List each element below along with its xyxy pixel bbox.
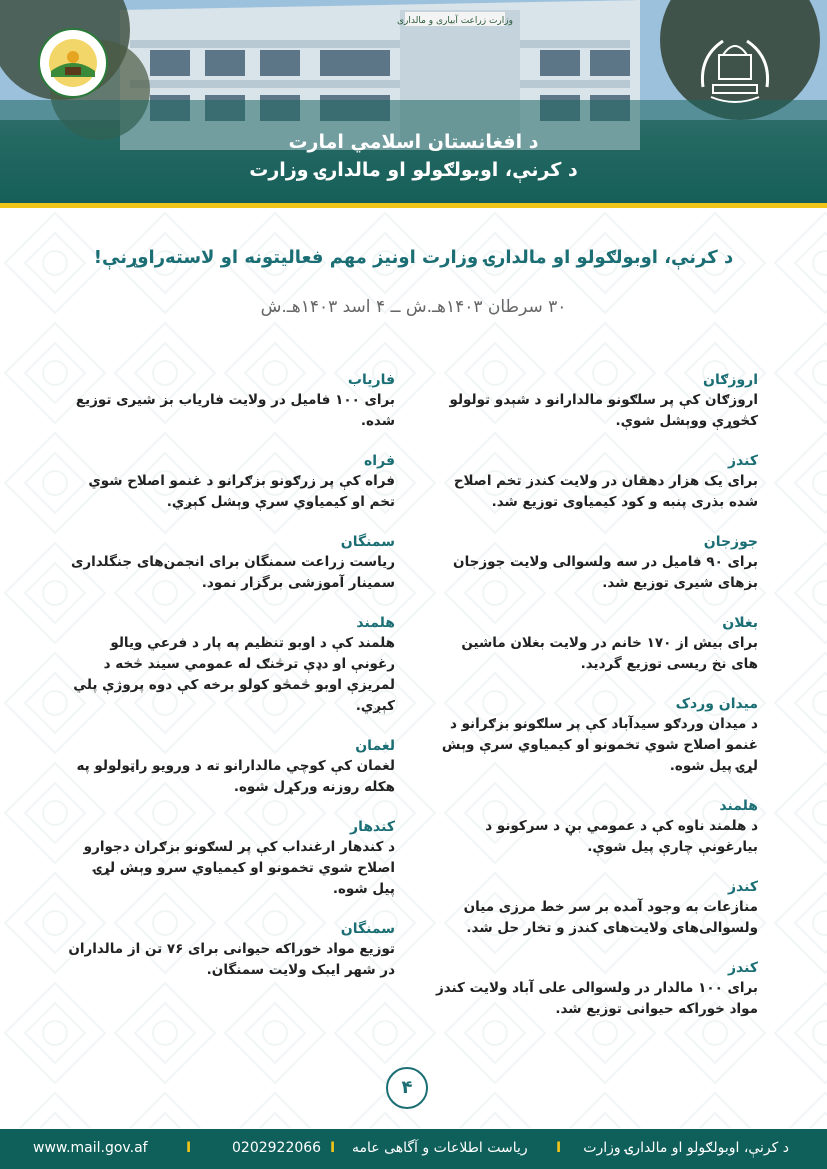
activity-text: د هلمند ناوه کې د عمومي بڼ د سرکونو د بیارغونې چارې پیل شوې. [485,818,758,855]
activity-text: هلمند کې د اوبو تنظیم په پار د فرعي ویالو رغونې او دډې ترڅنګ له عمومي سیند څخه د لمریزې اوبو څمڅو کولو برخه کې دوه پروژې پلي کېږي. [73,635,395,714]
page-number: ۴ [386,1067,428,1109]
footer-ministry: د کرنې، اوبولګولو او مالدارۍ وزارت [583,1140,789,1156]
activity-text: منازعات به وجود آمده بر سر خط مرزی میان ولسوالی‌های ولایت‌های کندز و تخار حل شد. [463,899,758,936]
footer-separator: I [330,1140,336,1156]
page-title: د کرنې، اوبولګولو او مالدارۍ وزارت اونيز مهم فعاليتونه او لاسته‌راوړنې! [93,247,734,268]
activity-province: سمنگان [340,921,395,937]
activity-province: جوزجان [703,534,758,550]
activity-province: میدان وردک [675,696,758,712]
header-line-2: د کرنې، اوبولګولو او مالدارۍ وزارت [249,159,578,181]
activity-text: ریاست زراعت سمنگان برای انجمن‌های جنگلداری سمینار آموزشی برگزار نمود. [70,554,395,591]
footer-department: ریاست اطلاعات و آگاهی عامه [352,1140,528,1156]
activity-province: هلمند [356,615,395,631]
activity-province: کندز [727,453,758,469]
activity-item [67,532,395,594]
right-column [430,370,758,1039]
footer-separator: I [186,1140,192,1156]
activity-province: فراه [364,453,395,469]
building-sign: وزارت زراعت آبیاری و مالداری [397,16,513,26]
activity-item [430,370,758,432]
activity-text: برای ۱۰۰ فامیل در ولایت فاریاب بز شیری توزیع شده. [75,392,395,429]
activity-province: سمنگان [340,534,395,550]
activity-item [430,877,758,939]
activity-item [430,613,758,675]
activity-item [67,817,395,900]
ministry-seal-logo [37,27,109,99]
activity-text: اروزګان کې پر سلګونو مالدارانو د شېدو تولولو کڅوړې ووېشل شوې. [449,392,758,429]
activity-province: بغلان [722,615,758,631]
activity-text: برای ۱۰۰ مالدار در ولسوالی علی آباد ولایت کندز مواد خوراکه حیوانی توزیع شد. [435,980,758,1017]
activity-text: لغمان کې کوچي مالدارانو ته د ورویو راټولولو په هکله روزنه ورکړل شوه. [76,758,395,795]
activity-text: برای یک هزار دهقان در ولایت کندز تخم اصلاح شده بذری پنبه و کود کیمیاوی توزیع شد. [453,473,758,510]
activity-item [67,613,395,717]
activity-text: برای بیش از ۱۷۰ خانم در ولایت بغلان ماشین های نخ ریسی توزیع گردید. [461,635,758,672]
activity-text: د کندهار ارغنداب کې پر لسګونو بزګران دجوارو اصلاح شوي تخمونو او کیمیاوي سرو وېش لړۍ پیل شوه. [83,839,395,897]
footer-phone: 0202922066 [232,1140,322,1156]
date-range: ۳۰ سرطان ۱۴۰۳هـ.ش ــ ۴ اسد ۱۴۰۳هـ.ش [260,297,567,317]
activity-item [67,451,395,513]
header-title [0,128,827,184]
activity-province: کندز [727,960,758,976]
activity-text: برای ۹۰ فامیل در سه ولسوالی ولایت جوزجان بزهای شیری توزیع شد. [453,554,758,591]
activity-province: کندز [727,879,758,895]
activity-text: توزیع مواد خوراکه حیوانی برای ۷۶ تن از مالداران در شهر ایبک ولایت سمنگان. [68,941,395,978]
header-line-1: د افغانستان اسلامي امارت [288,131,539,153]
activity-province: فاریاب [347,372,395,388]
activity-item [430,532,758,594]
activity-text: د میدان وردګو سیدآباد کې پر سلګونو بزګرانو د غنمو اصلاح شوي تخمونو او کیمیاوي سرې وېش لړۍ پیل شوه. [441,716,758,774]
left-column [67,370,395,1000]
activity-item [430,451,758,513]
emirate-emblem-logo [693,27,777,111]
activity-item [67,736,395,798]
activity-province: اروزګان [703,372,758,388]
activity-item [67,919,395,981]
activity-province: لغمان [355,738,395,754]
activity-text: فراه کې پر زرګونو بزګرانو د غنمو اصلاح شوي تخم او کیمیاوي سرې وېشل کېږي. [88,473,395,510]
footer-bar [0,1129,827,1169]
activity-province: کندهار [350,819,395,835]
footer-website-link[interactable]: www.mail.gov.af [33,1140,148,1156]
activity-item [67,370,395,432]
activity-item [430,694,758,777]
activity-province: هلمند [719,798,758,814]
header-divider [0,203,827,208]
activity-item [430,796,758,858]
header-banner [0,0,827,203]
footer-separator: I [556,1140,562,1156]
activity-item [430,958,758,1020]
